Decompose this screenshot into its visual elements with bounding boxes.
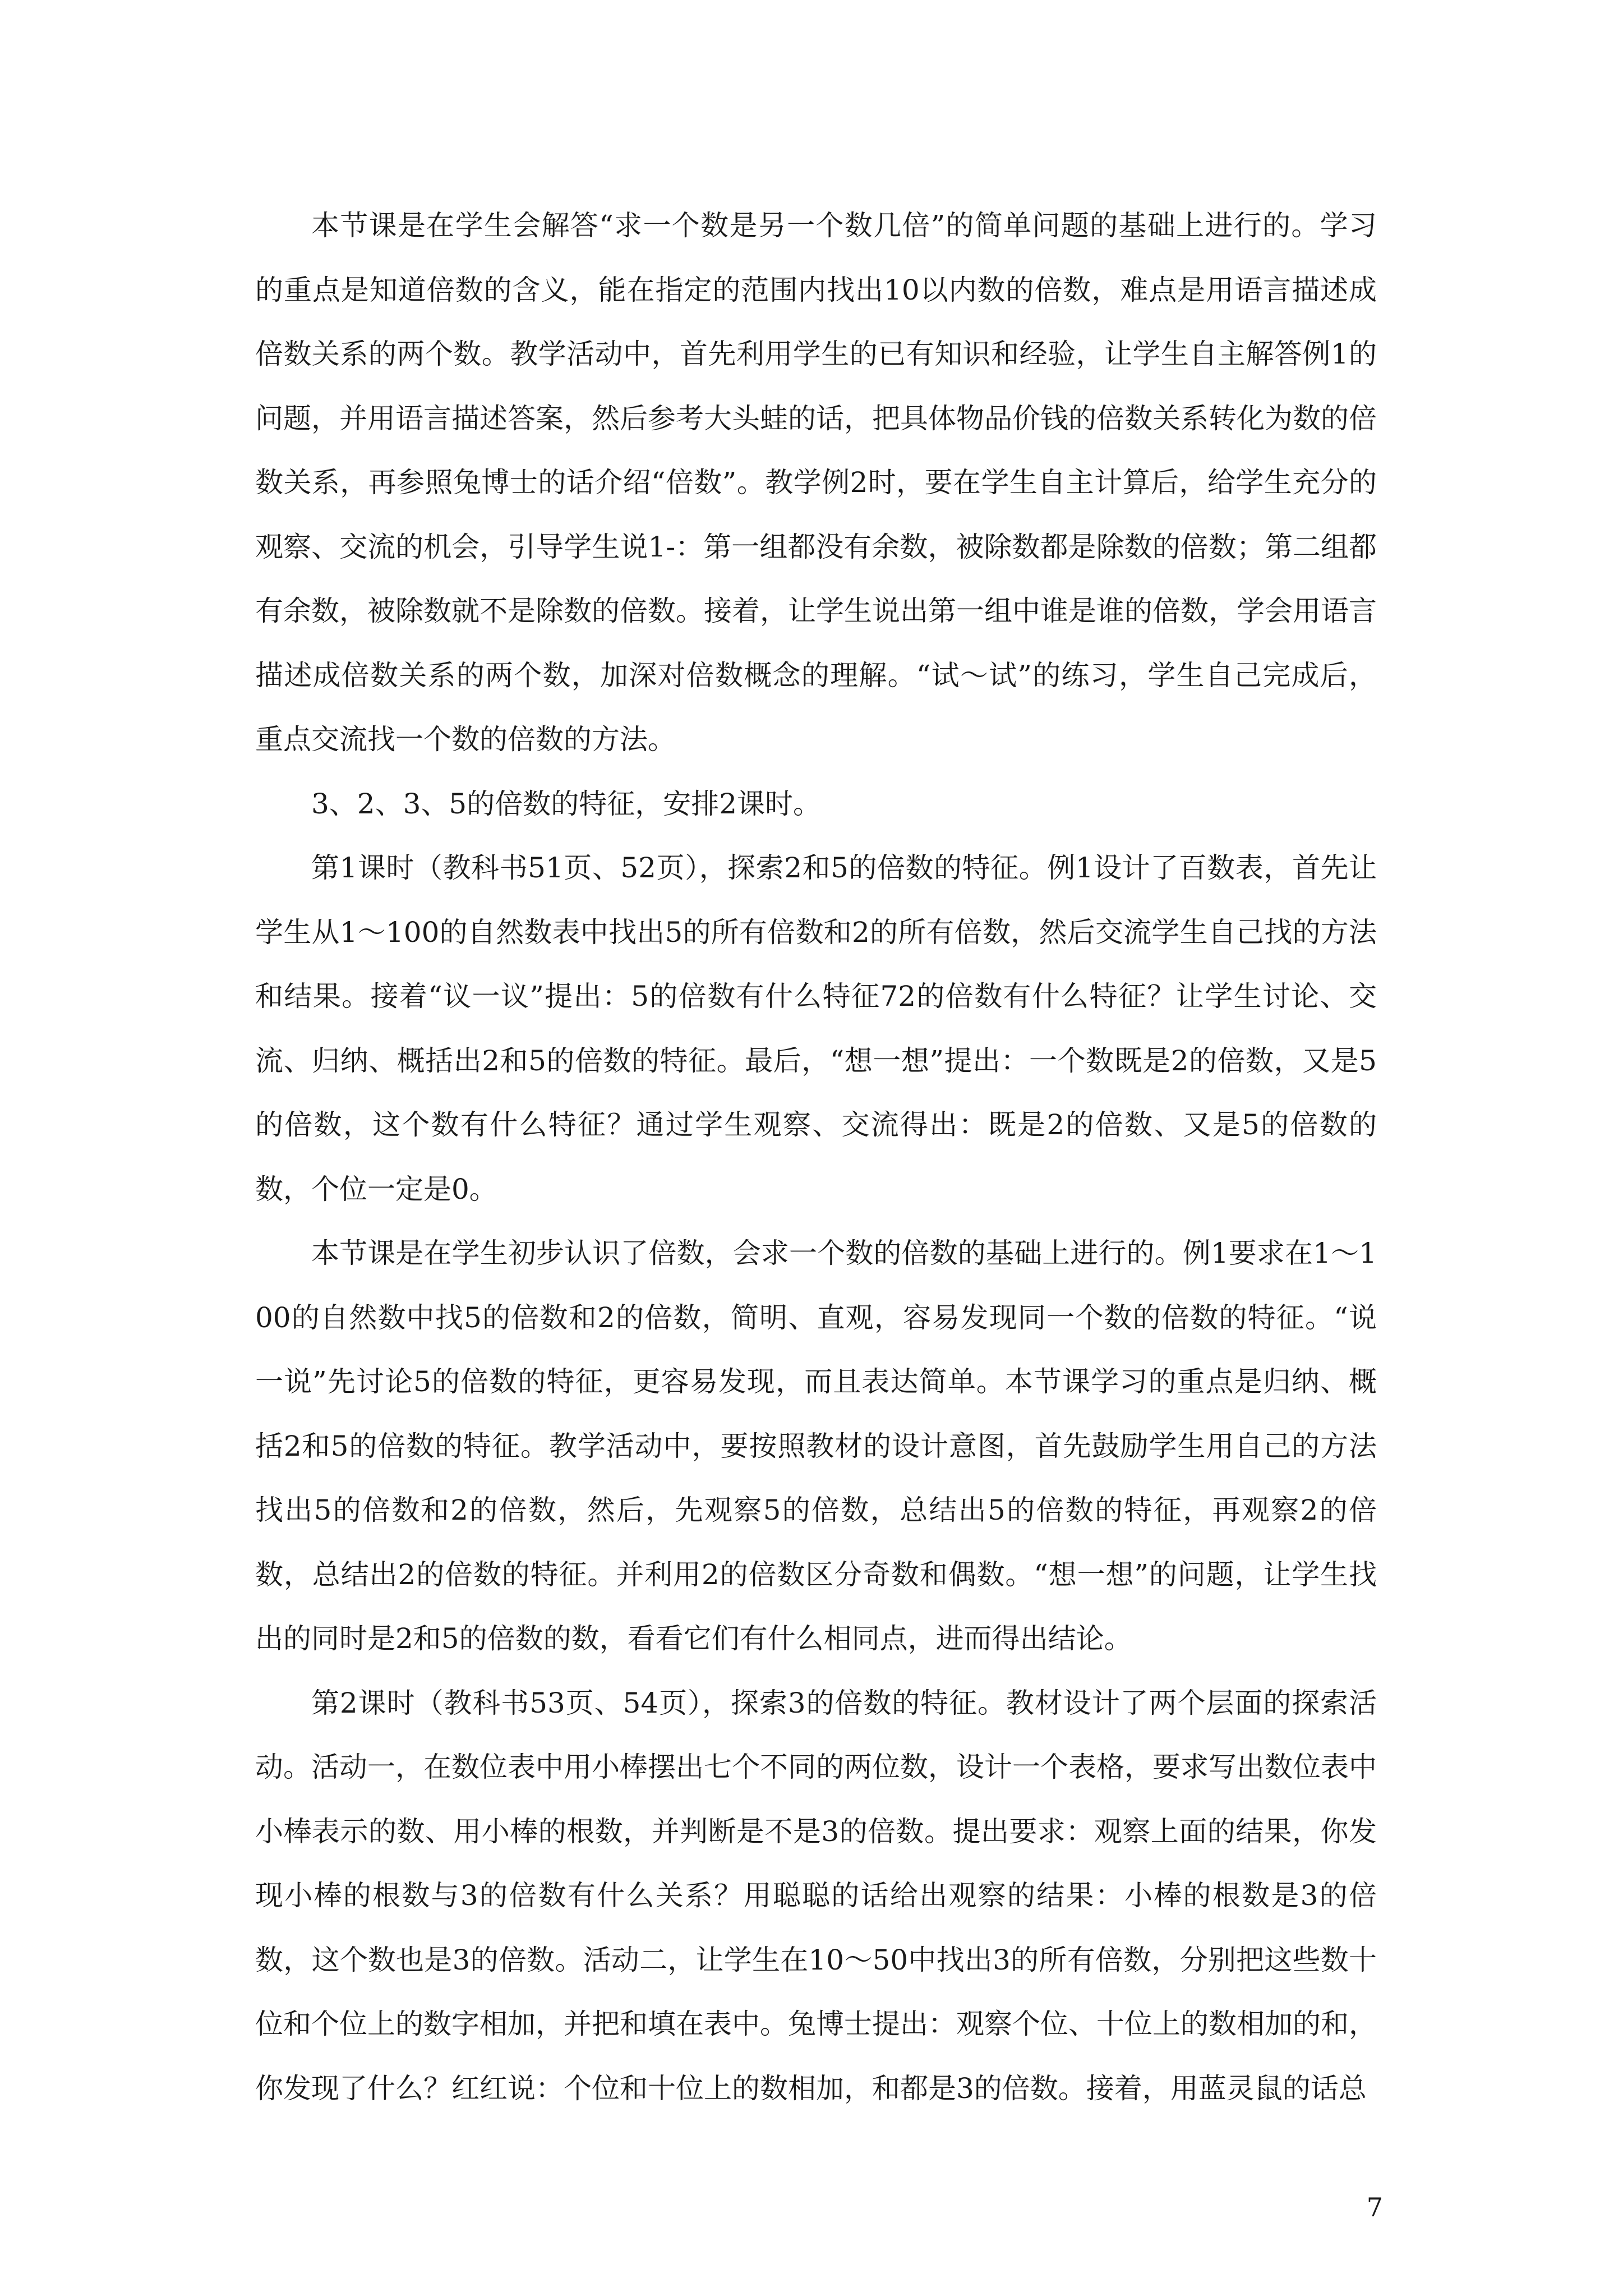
- paragraph-4: 本节课是在学生初步认识了倍数，会求一个数的倍数的基础上进行的。例1要求在1～100的自然数中找5的倍数和2的倍数，简明、直观，容易发现同一个数的倍数的特征。“说一说”先讨论5的倍数的特征，更容易发现，而且表达简单。本节课学习的重点是归纳、概括2和5的倍数的特征。教学活动中，要按照教材的设计意图，首先鼓励学生用自己的方法找出5的倍数和2的倍数，然后，先观察5的倍数，总结出5的倍数的特征，再观察2的倍数，总结出2的倍数的特征。并利用2的倍数区分奇数和偶数。“想一想”的问题，让学生找出的同时是2和5的倍数的数，看看它们有什么相同点，进而得出结论。: [255, 1237, 1377, 1655]
- paragraph-3: 第1课时（教科书51页、52页），探索2和5的倍数的特征。例1设计了百数表，首先让学生从1～100的自然数表中找出5的所有倍数和2的所有倍数，然后交流学生自己找的方法和结果。接着“议一议”提出：5的倍数有什么特征72的倍数有什么特征？让学生讨论、交流、归纳、概括出2和5的倍数的特征。最后，“想一想”提出：一个数既是2的倍数，又是5的倍数，这个数有什么特征？通过学生观察、交流得出：既是2的倍数、又是5的倍数的数，个位一定是0。: [255, 852, 1377, 1205]
- text-body: [255, 194, 1377, 2120]
- paragraph-2: 3、2、3、5的倍数的特征，安排2课时。: [311, 787, 822, 820]
- paragraph-5: 第2课时（教科书53页、54页），探索3的倍数的特征。教材设计了两个层面的探索活动。活动一，在数位表中用小棒摆出七个不同的两位数，设计一个表格，要求写出数位表中小棒表示的数、用小棒的根数，并判断是不是3的倍数。提出要求：观察上面的结果，你发现小棒的根数与3的倍数有什么关系？用聪聪的话给出观察的结果：小棒的根数是3的倍数，这个数也是3的倍数。活动二，让学生在10～50中找出3的所有倍数，分别把这些数十位和个位上的数字相加，并把和填在表中。兔博士提出：观察个位、十位上的数相加的和，你发现了什么？红红说：个位和十位上的数相加，和都是3的倍数。接着，用蓝灵鼠的话总: [255, 1686, 1377, 2105]
- paragraph-1: 本节课是在学生会解答“求一个数是另一个数几倍”的简单问题的基础上进行的。学习的重点是知道倍数的含义，能在指定的范围内找出10以内数的倍数，难点是用语言描述成倍数关系的两个数。教学活动中，首先利用学生的已有知识和经验，让学生自主解答例1的问题，并用语言描述答案，然后参考大头蛙的话，把具体物品价钱的倍数关系转化为数的倍数关系，再参照兔博士的话介绍“倍数”。教学例2时，要在学生自主计算后，给学生充分的观察、交流的机会，引导学生说1-：第一组都没有余数，被除数都是除数的倍数；第二组都有余数，被除数就不是除数的倍数。接着，让学生说出第一组中谁是谁的倍数，学会用语言描述成倍数关系的两个数，加深对倍数概念的理解。“试～试”的练习，学生自己完成后，重点交流找一个数的倍数的方法。: [255, 209, 1377, 756]
- page-number: 7: [1366, 2192, 1383, 2223]
